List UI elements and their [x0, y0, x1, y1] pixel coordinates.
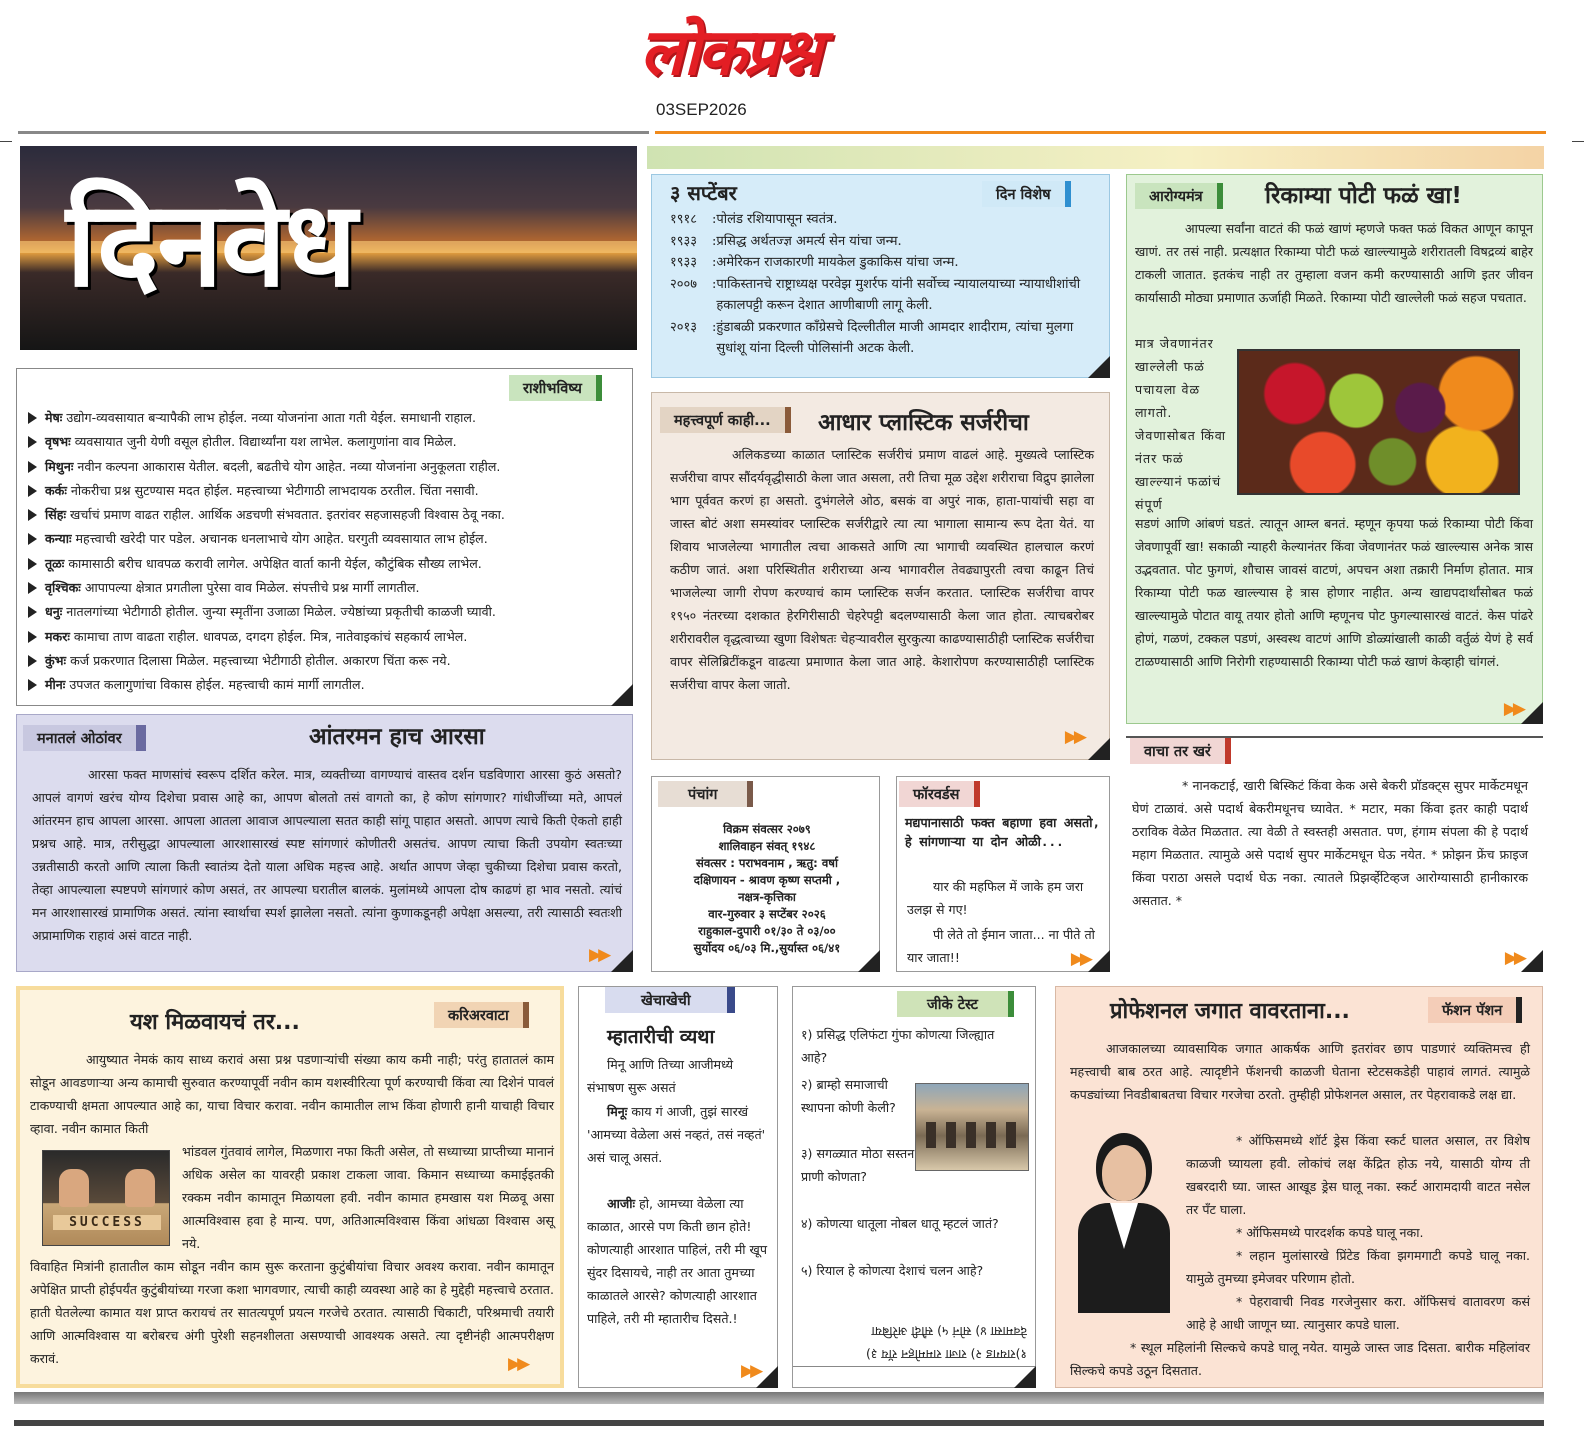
panchang-line: सुर्योदय ०६/०३ मि.,सुर्यास्त ०६/४१ [693, 941, 841, 955]
gk-answer-line: देवमासा ४) सोनं ५) सौदी अरेबिया [871, 1324, 1027, 1339]
rashi-item: कन्याः महत्त्वाची खरेदी पार पडेल. अचानक धनलाभाचे योग आहेत. घरगुती व्यवसायात लाभ होईल. [17, 527, 629, 551]
forwards-tag: फॉरवर्डस [899, 781, 980, 807]
read-more-icon[interactable]: ▶▶ [508, 1354, 527, 1374]
issue-date: 03SEP2026 [656, 100, 747, 119]
rashi-box [16, 368, 633, 706]
panchang-lines [662, 821, 872, 957]
yash-para-3: विवाहित मित्रांनी हातातील काम सोडून नवीन काम सुरू करताना कुटुंबीयांचा विचार अवश्य करावा. नवीन कामातून अपेक्षित प्राप्ती होईपर्यंत कुटुंबीयांच्या गरजा कशा भागवणार, त्याची काही व्यवस्था आहे का हे मुद्देही महत्त्वाचे ठरतात. हाती घेतलेल्या कामात यश प्राप्त करायचं तर सातत्यपूर्ण प्रयत्न गरजेचे ठरतात. त्यासाठी चिकाटी, परिश्रमाची तयारी आणि आत्मविश्वास या बरोबरच अंगी पुरेशी सहनशीलता असण्याची आवश्यक असते. त्या दृष्टीनंही आत्मपरीक्षण करावं. [30, 1259, 554, 1366]
gk-question-3: ३) सगळ्यात मोठा सस्तन प्राणी कोणता? [801, 1146, 915, 1184]
read-more-icon[interactable]: ▶▶ [1503, 699, 1522, 719]
rashi-list [17, 406, 629, 698]
crop-mark [0, 141, 12, 142]
vacha-tag: वाचा तर खरं [1130, 738, 1231, 764]
plastic-box [651, 392, 1110, 760]
cave-image [915, 1083, 1029, 1171]
event-row: २०१३ : हुंडाबळी प्रकरणात काँग्रेसचे दिल्लीतील माजी आमदार शादीराम, त्यांचा मुलगा सुधांशू यांना दिल्ली पोलिसांनी अटक केली. [670, 319, 1074, 356]
din-vishesh-date: ३ सप्टेंबर [670, 181, 737, 205]
masthead-logo[interactable]: लोकप्रश्न [640, 16, 819, 90]
arogya-tag: आरोग्यमंत्र [1135, 183, 1223, 209]
corner-mark [756, 1366, 778, 1388]
forwards-line-1: यार की महफिल में जाके हम जरा उलझ से गए! [907, 879, 1084, 917]
read-more-icon[interactable]: ▶▶ [1504, 948, 1523, 968]
corner-mark [1014, 1366, 1036, 1388]
forwards-box [896, 776, 1110, 972]
khechakhechi-line-1: मिनूः काय गं आजी, तुझं सारखं 'आमच्या वेळेला असं नव्हतं, तसं नव्हतं' असं चालू असतं. [587, 1104, 766, 1165]
yash-tag: करिअरवाटा [434, 1002, 529, 1028]
vacha-body: * नानकटाई, खारी बिस्किटं किंवा केक असे बेकरी प्रॉडक्ट्स सुपर मार्केटमधून घेणं टाळावं. असे पदार्थ बेकरीमधूनच घ्यावेत. * मटार, मका किंवा इतर काही पदार्थ ठराविक वेळेत मिळतात. त्या वेळी ते स्वस्तही असतात. पण, हंगाम संपला की हे पदार्थ महाग मिळतात. त्यामुळे असे पदार्थ सुपर मार्केटमधून घेऊ नयेत. * फ्रोझन फ्रेंच फ्राइज किंवा पराठा असले पदार्थ घेऊ नका. त्यातले प्रिझर्व्हेटिव्हज आरोग्यासाठी हानीकारक असतात. * [1132, 778, 1528, 908]
fashion-bullet-4: * पेहरावाची निवड गरजेनुसार करा. ऑफिसचं वातावरण कसं आहे हे आधी जाणून घ्या. त्यानुसार कपडे घाला. [1186, 1294, 1530, 1332]
khechakhechi-title: म्हातारीची व्यथा [607, 1026, 715, 1048]
corner-mark [1088, 738, 1110, 760]
footer-rule [14, 1392, 1544, 1404]
yash-title: यश मिळवायचं तर... [130, 1010, 300, 1035]
forwards-head: मद्यपानासाठी फक्त बहाणा हवा असतो, हे सांगणाऱ्या या दोन ओळी... [905, 815, 1101, 849]
arogya-box [1126, 174, 1543, 724]
masthead-rule-left [18, 131, 649, 134]
corner-mark [611, 950, 633, 972]
khechakhechi-box [578, 986, 778, 1388]
masthead-rule-right [655, 131, 1546, 134]
arogya-para-2: मात्र जेवणानंतर खाल्लेली फळं पचायला वेळ लागतो. जेवणासोबत किंवा नंतर फळं खाल्ल्यानं फळांचं संपूर्ण [1135, 336, 1227, 512]
antarman-box [16, 714, 633, 972]
gk-answers [793, 1321, 1035, 1367]
forwards-line-2: पी लेते तो ईमान जाता... ना पीते तो यार जाता!! [907, 927, 1095, 965]
panchang-line: वार-गुरुवार ३ सप्टेंबर २०२६ [708, 907, 826, 921]
corner-mark [1521, 702, 1543, 724]
corner-mark [1088, 950, 1110, 972]
rashi-item: मिथुनः नवीन कल्पना आकारास येतील. बदली, बढतीचे योग आहेत. नव्या योजनांना अनुकूलता राहील. [17, 455, 629, 479]
panchang-line: राहुकाल-दुपारी ०१/३० ते ०३/०० [698, 924, 836, 938]
yash-para-2: भांडवल गुंतवावं लागेल, मिळणारा नफा किती असेल, तो सध्याच्या प्राप्तीच्या मानानं अधिक असेल का यावरही प्रकाश टाकला जावा. किमान सध्याच्या कमाईइतकी रक्कम नवीन कामातून मिळायला हवी. नवीन कामात हमखास यश मिळवू असा आत्मविश्वास हवा हे मान्य. पण, अतिआत्मविश्वास किंवा आंधळा विश्वास असू नये. [182, 1144, 554, 1251]
vacha-box [1126, 736, 1543, 972]
panchang-line: शालिवाहन संवत् १९४८ [718, 839, 816, 853]
corner-mark [1521, 950, 1543, 972]
event-row: १९३३ : प्रसिद्ध अर्थतज्ज्ञ अमर्त्य सेन यांचा जन्म. [670, 233, 902, 249]
corner-mark [858, 950, 880, 972]
corner-mark [1088, 356, 1110, 378]
rashi-tag: राशीभविष्य [509, 375, 602, 401]
crop-mark [1572, 141, 1584, 142]
din-vishesh-tag: दिन विशेष [982, 181, 1071, 207]
fashion-para-1: आजकालच्या व्यावसायिक जगात आकर्षक आणि इतरांवर छाप पाडणारं व्यक्तिमत्त्व ही महत्त्वाची बाब ठरत आहे. त्यादृष्टीने फॅशनची काळजी घेताना स्टेटसकडेही पाहावं लागतं. त्यामुळे कपड्यांच्या निवडीबाबतचा विचार गरजेचा ठरतो. तुम्हीही प्रोफेशनल असाल, तर पेहरावाकडे लक्ष द्या. [1070, 1041, 1530, 1102]
arogya-para-1: आपल्या सर्वांना वाटतं की फळं खाणं म्हणजे फक्त फळं विकत आणून कापून खाणं. तर तसं नाही. प्रत्यक्षात रिकाम्या पोटी फळं खाल्ल्यामुळे शरीरातली विषद्रव्यं बाहेर टाकली जातात. इतकंच नाही तर तुम्हाला वजन कमी करण्यासाठी आणि इतर जीवन कार्यासाठी मोठ्या प्रमाणात ऊर्जाही मिळते. रिकाम्या पोटी खाल्लेली फळं सहज पचतात. [1135, 221, 1533, 305]
success-blocks: SUCCESS [53, 1215, 161, 1230]
event-row: १९३३ : अमेरिकन राजकारणी मायकेल डुकाकिस यांचा जन्म. [670, 255, 959, 270]
dinvedh-banner [20, 146, 637, 350]
accent-bar [647, 146, 1544, 169]
rashi-item: तूळः कामासाठी बरीच धावपळ करावी लागेल. अपेक्षित वार्ता कानी येईल, कौटुंबिक सौख्य लाभेल. [17, 552, 629, 576]
event-row: २००७ : पाकिस्तानचे राष्ट्राध्यक्ष परवेझ मुशर्रफ यांनी सर्वोच्च न्यायालयाच्या न्यायाधीशांची हकालपट्टी करून देशात आणीबाणी लागू केली. [670, 276, 1081, 313]
rashi-item: सिंहः खर्चाचं प्रमाण वाढत राहील. आर्थिक अडचणी संभवतात. इतरांवर सहजासहजी विश्वास ठेवू नका. [17, 503, 629, 527]
antarman-tag: मनातलं ओठांवर [23, 725, 146, 751]
gk-question-2: २) ब्राम्हो समाजाची स्थापना कोणी केली? [801, 1077, 896, 1115]
arogya-para-3: सडणं आणि आंबणं घडतं. त्यातून आम्ल बनतं. म्हणून कृपया फळं रिकाम्या पोटी किंवा जेवणापूर्वी खा! सकाळी न्याहरी केल्यानंतर किंवा जेवणानंतर फळं खाल्ल्यास अनेक त्रास उद्भवतात. पोट फुगणं, शौचास जावसं वाटणं, अपचन अशा तक्रारी निर्माण होतात. मात्र रिकाम्या पोटी फळ खाल्ल्यास हे त्रास होणार नाहीत. अन्य खाद्यपदार्थांसोबत फळं खाल्ल्यामुळे पोटात वायू तयार होतो आणि म्हणूनच पोट फुगल्यासारखं वाटतं. केस पांढरे होणं, गळणं, टक्कल पडणं, अस्वस्थ वाटणं आणि डोळ्यांखाली काळी वर्तुळं येणं हे सर्व टाळण्यासाठी आणि निरोगी राहण्यासाठी रिकाम्या पोटी फळं खाणं केव्हाही चांगलं. [1135, 516, 1533, 669]
corner-mark [611, 684, 633, 706]
plastic-title: आधार प्लास्टिक सर्जरीचा [818, 410, 1029, 436]
khechakhechi-intro: मिनू आणि तिच्या आजीमध्ये संभाषण सुरू असतं [587, 1057, 734, 1095]
rashi-item: मकरः कामाचा ताण वाढता राहील. धावपळ, दगदग होईल. मित्र, नातेवाइकांचं सहकार्य लाभेल. [17, 625, 629, 649]
fashion-bullet-5: * स्थूल महिलांनी सिल्कचे कपडे घालू नयेत. यामुळे जास्त जाड दिसता. बारीक महिलांवर सिल्कचे कपडे उठून दिसतात. [1070, 1340, 1530, 1378]
rashi-item: मीनः उपजत कलागुणांचा विकास होईल. महत्त्वाची कामं मार्गी लागतील. [17, 673, 629, 697]
fashion-bullet-3: * लहान मुलांसारखे प्रिंटेड किंवा झगमगाटी कपडे घालू नका. यामुळे तुमच्या इमेजवर परिणाम होतो. [1186, 1248, 1530, 1286]
panchang-tag: पंचांग [658, 781, 753, 807]
gk-box [792, 986, 1036, 1388]
khechakhechi-line-2: आजीः हो, आमच्या वेळेला त्या काळात, आरसे पण किती छान होते! कोणत्याही आरशात पाहिलं, तरी मी खूप सुंदर दिसायचे, नाही तर आता तुमच्या काळातले आरसे? कोणत्याही आरशात पाहिले, तरी मी म्हातारीच दिसते.! [587, 1196, 767, 1326]
gk-tag: जीके टेस्ट [897, 991, 1014, 1017]
event-row: १९१८ : पोलंड रशियापासून स्वतंत्र. [670, 212, 838, 227]
fashion-bullet-2: * ऑफिसमध्ये पारदर्शक कपडे घालू नका. [1236, 1225, 1424, 1240]
yash-box [16, 986, 564, 1388]
gk-question-5: ५) रियाल हे कोणत्या देशाचं चलन आहे? [801, 1263, 984, 1278]
din-vishesh-box [651, 174, 1110, 378]
panchang-line: विक्रम संवत्सर २०७९ [723, 822, 811, 836]
plastic-tag: महत्त्वपूर्ण काही... [660, 407, 791, 433]
rashi-item: कुंभः कर्ज प्रकरणात दिलासा मिळेल. महत्त्वाच्या भेटीगाठी होतील. अकारण चिंता करू नये. [17, 649, 629, 673]
fruit-image [1237, 349, 1520, 495]
rashi-item: मेषः उद्योग-व्यवसायात बऱ्यापैकी लाभ होईल. नव्या योजनांना आता गती येईल. समाधानी राहाल. [17, 406, 629, 430]
arogya-title: रिकाम्या पोटी फळं खा! [1265, 183, 1462, 209]
rashi-item: कर्कः नोकरीचा प्रश्न सुटण्यास मदत होईल. महत्त्वाच्या भेटीगाठी लाभदायक ठरतील. चिंता नसावी. [17, 479, 629, 503]
khechakhechi-tag: खेचाखेची [605, 987, 735, 1013]
rashi-item: वृषभः व्यवसायात जुनी येणी वसूल होतील. विद्यार्थ्यांना यश लाभेल. कलागुणांना वाव मिळेल. [17, 430, 629, 454]
read-more-icon[interactable]: ▶▶ [741, 1361, 760, 1381]
plastic-body: अलिकडच्या काळात प्लास्टिक सर्जरीचं प्रमाण वाढलं आहे. मुख्यत्वे प्लास्टिक सर्जरीचा वापर सौंदर्यवृद्धीसाठी केला जात असला, तरी तिचा मूळ उद्देश शरीराचा विद्रुप झालेला भाग पूर्ववत करणं हा असतो. दुभंगलेले ओठ, बसकं वा अपुरं नाक, हाता-पायांची सहा वा जास्त बोटं अशा समस्यांवर प्लास्टिक सर्जरीद्वारे त्या त्या भागाला सामान्य रूप देता येतं. या शिवाय भाजलेल्या भागातील त्वचा आकसते आणि त्या भागाची व्यवस्थित हालचाल करणं कठीण जातं. अशा परिस्थितीत शरीराच्या अन्य भागावरील तेवढ्यापुरती त्वचा काढून तिचं भाजलेल्या जागी रोपण करण्याचं काम प्लास्टिक सर्जन करतात. प्लास्टिक सर्जरीचा वापर १९५० नंतरच्या दशकात हेरगिरीसाठी चेहरेपट्टी बदलण्यासाठी केला जात होता. त्याचबरोबर शरीरावरील वृद्धत्वाच्या खुणा विशेषतः चेहऱ्यावरील सुरकुत्या काढण्यासाठीही प्लास्टिक सर्जरीचा वापर सेलिब्रिटींकडून वाढत्या प्रमाणात केला जात आहे. केशारोपण करण्यासाठीही प्लास्टिक सर्जरीचा वापर केला जातो. [670, 447, 1094, 692]
rashi-item: वृश्चिकः आपापल्या क्षेत्रात प्रगतीला पुरेसा वाव मिळेल. संपत्तीचे प्रश्न मार्गी लागतील. [17, 576, 629, 600]
gk-question-1: १) प्रसिद्ध एलिफंटा गुंफा कोणत्या जिल्ह्यात आहे? [801, 1027, 995, 1065]
success-image [42, 1150, 170, 1246]
panchang-line: नक्षत्र-कृत्तिका [738, 890, 796, 904]
dinvedh-title: दिनवेध [66, 174, 355, 313]
gk-question-4: ४) कोणत्या धातूला नोबल धातू म्हटलं जातं? [801, 1216, 999, 1231]
panchang-line: दक्षिणायन - श्रावण कृष्ण सप्तमी , [693, 873, 841, 887]
read-more-icon[interactable]: ▶▶ [1070, 949, 1089, 969]
antarman-body: आरसा फक्त माणसांचं स्वरूप दर्शित करेल. मात्र, व्यक्तीच्या वागण्याचं वास्तव दर्शन घडविणारा आरसा कुठं असतो? आपलं वागणं खरंच योग्य दिशेचा प्रवास आहे का, आपण बोलतो तसं वागतो का, हे कोण सांगणार? गांधीजींच्या मते, आपलं आंतरमन हाच आपला आरसा. आपला आतला आवाज आपल्याला सतत काही सांगू पाहात असतो. आपण त्याचे किती ऐकतो हाही प्रश्नच आहे. मात्र, तरीसुद्धा आपल्याला आरशासारखं स्पष्ट सांगणारं कोणीतरी असतंच. आपण त्याचा किती उपयोग स्वतःच्या उन्नतीसाठी करतो आणि त्याला किती स्वातंत्र्य देतो याला अधिक महत्त्व आहे. अर्थात आपण जेव्हा चुकीच्या दिशेचा प्रवास करतो, तेव्हा आपल्याला स्पष्टपणे सांगणारं कोण असतं, तर आपल्या घरातील बालकं. मुलांमध्ये आपला दोष काढणं हा भाव नसतो. त्यांचं मन आरशासारखं प्रामाणिक असतं. त्यांना स्वार्थाचा स्पर्श झालेला नसतो. त्यांना कुणाकडूनही अपेक्षा असल्या, तरी त्यासाठी स्वतःशी अप्रामाणिक राहावं असं वाटत नाही. [32, 767, 622, 943]
read-more-icon[interactable]: ▶▶ [589, 945, 608, 965]
panchang-box [651, 776, 880, 972]
footer-rule-thin [14, 1420, 1544, 1426]
fashion-title: प्रोफेशनल जगात वावरताना... [1110, 999, 1350, 1024]
gk-answer-line: १)रायगड २) राजा राममोहन रॉय ३) [865, 1347, 1027, 1362]
din-vishesh-list [670, 209, 1100, 360]
fashion-tag: फॅशन पॅशन [1428, 997, 1522, 1023]
businesswoman-image [1064, 1139, 1184, 1314]
fashion-bullet-1: * ऑफिसमध्ये शॉर्ट ड्रेस किंवा स्कर्ट घालत असाल, तर विशेष काळजी घ्यायला हवी. लोकांचं लक्ष केंद्रित होऊ नये, यासाठी योग्य ती खबरदारी घ्या. जास्त आखूड ड्रेस घालू नका. स्कर्ट आरामदायी वाटत नसेल तर पँट घाला. [1186, 1133, 1530, 1217]
yash-para-1: आयुष्यात नेमकं काय साध्य करावं असा प्रश्न पडणाऱ्यांची संख्या काय कमी नाही; परंतु हातातलं काम सोडून आवडणाऱ्या अन्य कामाची सुरुवात करण्यापूर्वी नवीन काम यशस्वीरित्या पूर्ण करण्याची किंवा त्या दिशेनं पावलं टाकण्याची क्षमता आपल्यात आहे का, याचा विचार करावा. नवीन कामातील लाभ किंवा होणारी हानी याचाही विचार व्हावा. नवीन कामात किती [30, 1052, 554, 1136]
panchang-line: संवत्सर : पराभवनाम , ऋतु: वर्षा [696, 856, 838, 870]
read-more-icon[interactable]: ▶▶ [1064, 727, 1083, 747]
rashi-item: धनुः नातलगांच्या भेटीगाठी होतील. जुन्या स्मृतींना उजाळा मिळेल. ज्येष्ठांच्या प्रकृतीची काळजी घ्यावी. [17, 600, 629, 624]
fashion-box [1055, 986, 1543, 1388]
antarman-title: आंतरमन हाच आरसा [309, 724, 485, 750]
